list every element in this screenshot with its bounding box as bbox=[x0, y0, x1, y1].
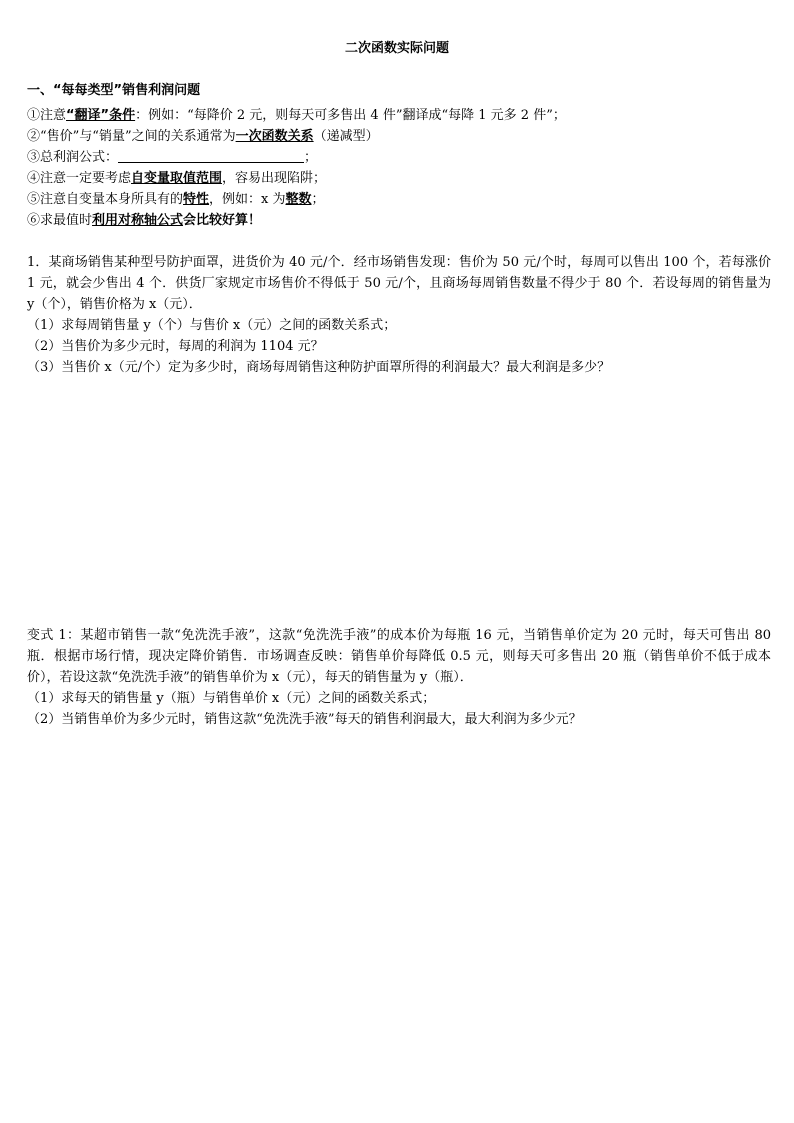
tip-2-emphasis: 一次函数关系 bbox=[235, 129, 314, 144]
tip-5 bbox=[27, 189, 777, 210]
tips-list bbox=[27, 105, 777, 231]
problem-1-statement: 1．某商场销售某种型号防护面罩，进货价为 40 元/个．经市场销售发现：售价为 50 元/个时，每周可以售出 100 个，若每涨价 1 元，就会少售出 4 个．供货厂家规定市场售价不得低于 50 元/个，且商场每周销售数量不得少于 80 个．若设每周的销售量为 y（个），销售价格为 x（元）． bbox=[27, 255, 771, 312]
variant-1-question-2: （2）当销售单价为多少元时，销售这款“免洗洗手液”每天的销售利润最大，最大利润为多少元？ bbox=[27, 712, 582, 727]
tip-2-prefix: ②“售价”与“销量”之间的关系通常为 bbox=[27, 129, 236, 144]
tip-5-end: ； bbox=[311, 192, 325, 207]
problem-1-question-3: （3）当售价 x（元/个）定为多少时，商场每周销售这种防护面罩所得的利润最大？最大利润是多少？ bbox=[27, 360, 611, 375]
problem-1-question-1: （1）求每周销售量 y（个）与售价 x（元）之间的函数关系式； bbox=[27, 318, 397, 333]
tip-4-prefix: ④注意一定要考虑 bbox=[27, 171, 132, 186]
tip-6-text: 会比较好算！ bbox=[183, 213, 262, 228]
tip-2-text: （递减型） bbox=[313, 129, 379, 144]
tip-4-emphasis: 自变量取值范围 bbox=[131, 171, 223, 186]
tip-6 bbox=[27, 210, 777, 231]
problem-1 bbox=[27, 252, 771, 378]
tip-4-text: ，容易出现陷阱； bbox=[222, 171, 327, 186]
tip-5-prefix: ⑤注意自变量本身所具有的 bbox=[27, 192, 184, 207]
tip-6-prefix: ⑥求最值时 bbox=[27, 213, 93, 228]
problem-1-question-2: （2）当售价为多少元时，每周的利润为 1104 元？ bbox=[27, 339, 324, 354]
fill-in-blank[interactable] bbox=[118, 149, 304, 163]
tip-3 bbox=[27, 147, 777, 168]
variant-1-question-1: （1）求每天的销售量 y（瓶）与销售单价 x（元）之间的函数关系式； bbox=[27, 691, 436, 706]
variant-1-statement: 变式 1：某超市销售一款“免洗洗手液”，这款“免洗洗手液”的成本价为每瓶 16 元，当销售单价定为 20 元时，每天可售出 80 瓶．根据市场行情，现决定降价销售．市场调查反映：销售单价每降低 0.5 元，则每天可多售出 20 瓶（销售单价不低于成本价），若设这款“免洗洗手液”的销售单价为 x（元），每天的销售量为 y（瓶）． bbox=[27, 628, 771, 685]
tip-3-prefix: ③总利润公式： bbox=[27, 150, 119, 165]
tip-1-text: ：例如：“每降价 2 元，则每天可多售出 4 件”翻译成“每降 1 元多 2 件”； bbox=[135, 108, 566, 123]
tip-5-text: ，例如：x 为 bbox=[209, 192, 286, 207]
tip-6-emphasis: 利用对称轴公式 bbox=[92, 213, 184, 228]
tip-4 bbox=[27, 168, 777, 189]
tip-5-emphasis-2: 整数 bbox=[285, 192, 312, 207]
tip-1 bbox=[27, 105, 777, 126]
tip-5-emphasis: 特性 bbox=[183, 192, 210, 207]
section-heading: 一、“每每类型”销售利润问题 bbox=[27, 83, 201, 98]
problem-variant-1 bbox=[27, 625, 771, 730]
tip-1-emphasis: “翻译”条件 bbox=[66, 108, 136, 123]
page-title: 二次函数实际问题 bbox=[344, 41, 449, 56]
tip-2 bbox=[27, 126, 777, 147]
tip-3-text: ； bbox=[304, 150, 318, 165]
tip-1-prefix: ①注意 bbox=[27, 108, 67, 123]
